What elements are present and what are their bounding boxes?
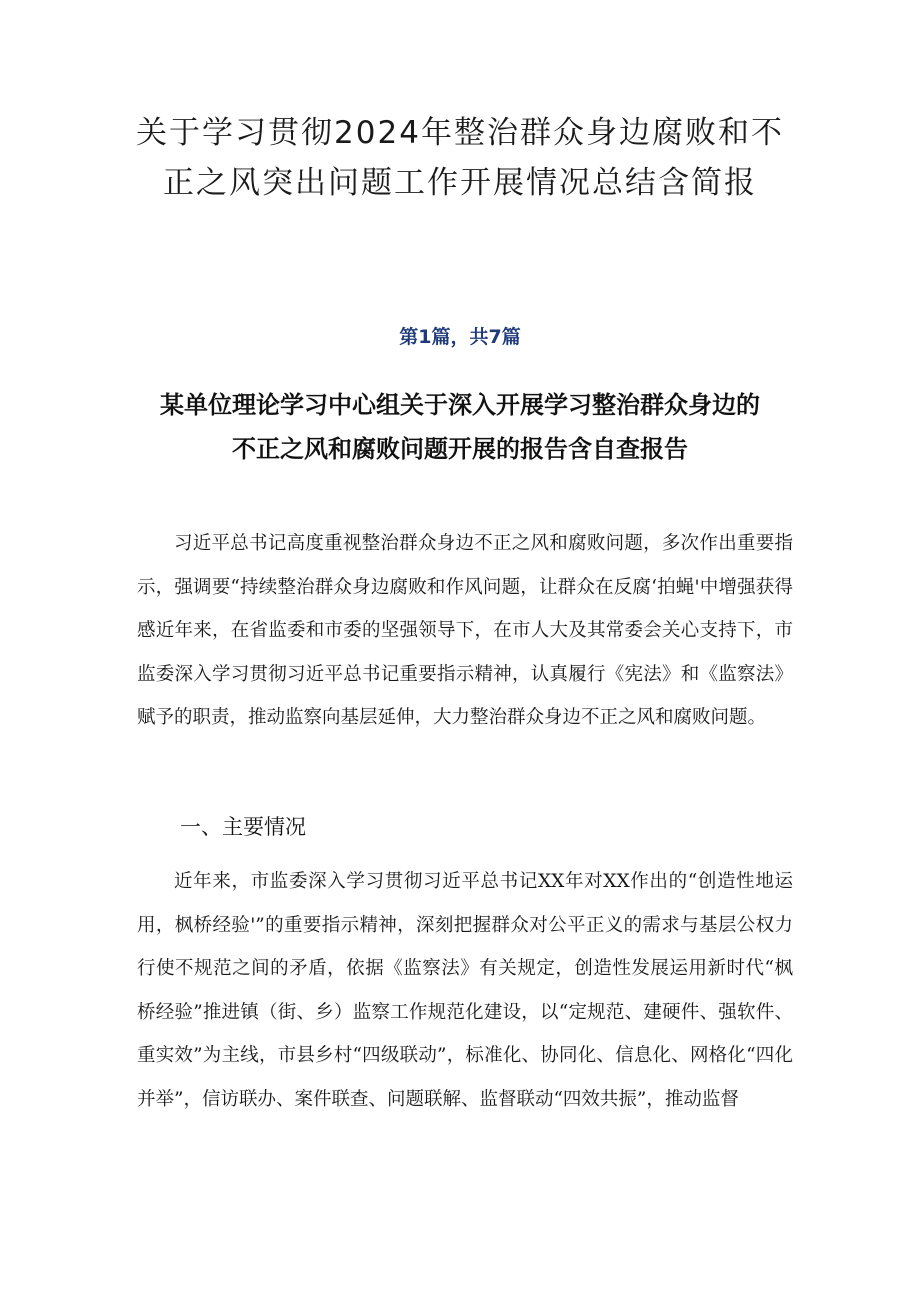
document-title: 关于学习贯彻2024年整治群众身边腐败和不正之风突出问题工作开展情况总结含简报 xyxy=(136,115,784,201)
part-counter: 第1篇，共7篇 xyxy=(399,326,521,348)
section-heading: 一、主要情况 xyxy=(180,815,306,839)
report-title: 某单位理论学习中心组关于深入开展学习整治群众身边的不正之风和腐败问题开展的报告含自查报告 xyxy=(160,391,760,463)
intro-paragraph: 习近平总书记高度重视整治群众身边不正之风和腐败问题，多次作出重要指示，强调要“持续整治群众身边腐败和作风问题，让群众在反腐‘拍蝇'中增强获得感近年来，在省监委和市委的坚强领导下，在市人大及其常委会关心支持下，市监委深入学习贯彻习近平总书记重要指示精神，认真履行《宪法》和《监察法》赋予的职责，推动监察向基层延伸，大力整治群众身边不正之风和腐败问题。 xyxy=(137,533,793,728)
section-paragraph: 近年来，市监委深入学习贯彻习近平总书记XX年对XX作出的“创造性地运用，枫桥经验'”的重要指示精神，深刻把握群众对公平正义的需求与基层公权力行使不规范之间的矛盾，依据《监察法》有关规定，创造性发展运用新时代“枫桥经验”推进镇（街、乡）监察工作规范化建设，以“定规范、建硬件、强软件、重实效”为主线，市县乡村“四级联动”，标准化、协同化、信息化、网格化“四化并举”，信访联办、案件联查、问题联解、监督联动“四效共振”，推动监督 xyxy=(137,871,793,1110)
